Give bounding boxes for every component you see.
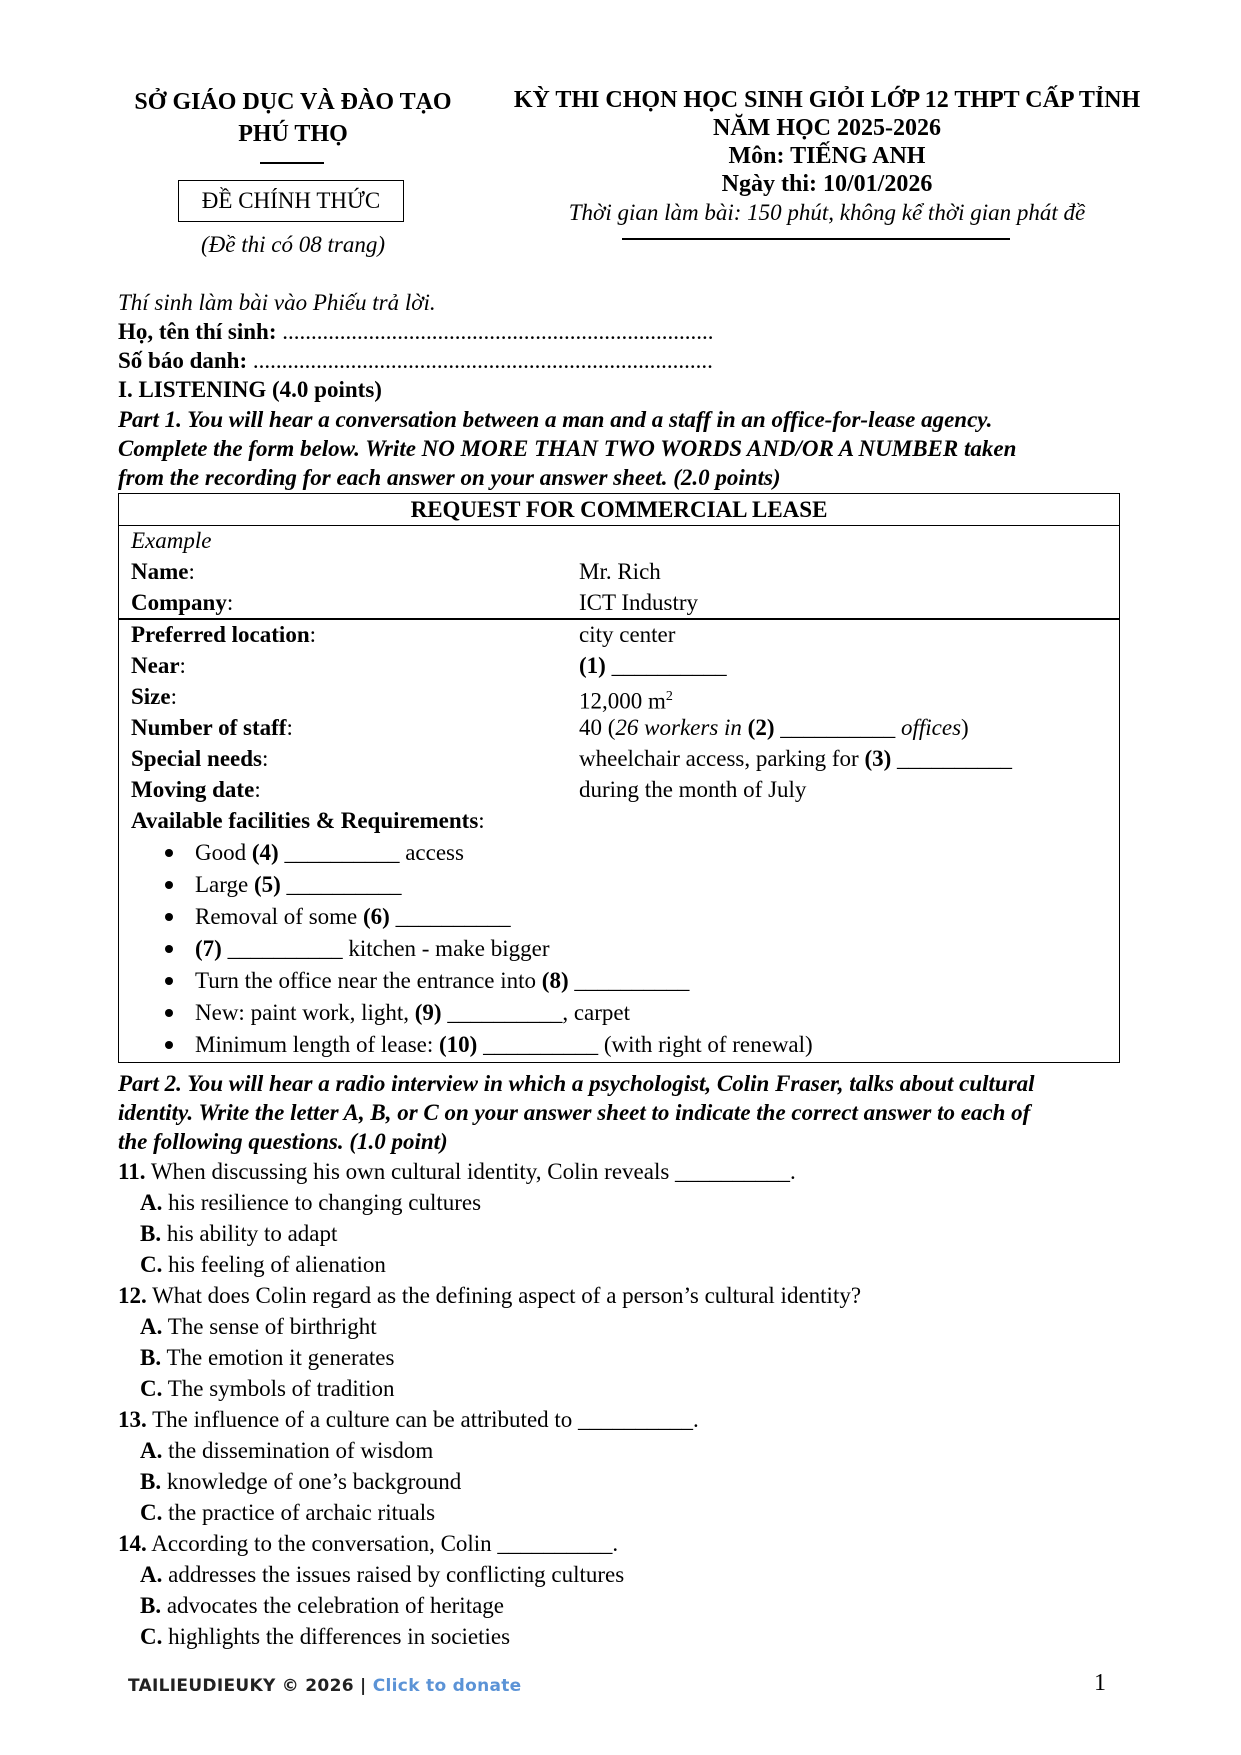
option-13-a bbox=[140, 1435, 433, 1466]
facility-item-6 bbox=[195, 901, 511, 933]
answer-blank-8: __________ bbox=[574, 968, 690, 993]
candidate-instruction: Thí sinh làm bài vào Phiếu trả lời. bbox=[118, 290, 436, 315]
header-divider-right bbox=[622, 238, 1010, 240]
form-row-near bbox=[131, 650, 1111, 681]
form-row-facilities bbox=[131, 805, 1111, 836]
answer-blank-3: __________ bbox=[897, 746, 1013, 771]
department-line-2: PHÚ THỌ bbox=[238, 121, 348, 147]
size-label: Size bbox=[131, 684, 171, 709]
question-13 bbox=[118, 1404, 699, 1435]
answer-blank-2: __________ bbox=[780, 715, 896, 740]
item-text: Minimum length of lease: bbox=[195, 1032, 434, 1057]
option-text: his ability to adapt bbox=[166, 1221, 338, 1246]
option-12-c bbox=[140, 1373, 395, 1404]
facility-item-8 bbox=[195, 965, 689, 997]
near-label: Near bbox=[131, 653, 180, 678]
part2-instruction-1: Part 2. You will hear a radio interview in which a psychologist, Colin Fraser, talks about cultural bbox=[118, 1071, 1035, 1096]
option-13-c bbox=[140, 1497, 435, 1528]
item-text: access bbox=[405, 840, 464, 865]
name-label: Name bbox=[131, 559, 189, 584]
option-letter: A. bbox=[140, 1562, 163, 1587]
question-text: According to the conversation, Colin __________. bbox=[151, 1531, 619, 1556]
colon: : bbox=[188, 559, 195, 584]
option-text: knowledge of one’s background bbox=[166, 1469, 462, 1494]
option-letter: B. bbox=[140, 1593, 162, 1618]
option-letter: C. bbox=[140, 1376, 163, 1401]
official-exam-box: ĐỀ CHÍNH THỨC bbox=[178, 180, 404, 222]
bullet-icon bbox=[165, 913, 173, 921]
page-number: 1 bbox=[1094, 1670, 1106, 1696]
option-letter: B. bbox=[140, 1221, 162, 1246]
item-text: Good bbox=[195, 840, 247, 865]
bullet-icon bbox=[165, 849, 173, 857]
option-letter: C. bbox=[140, 1500, 163, 1525]
colon: : bbox=[286, 715, 293, 740]
pages-note: (Đề thi có 08 trang) bbox=[201, 232, 385, 257]
name-value: Mr. Rich bbox=[579, 559, 661, 584]
blank-number-4: (4) bbox=[251, 840, 279, 865]
bullet-icon bbox=[165, 1041, 173, 1049]
option-11-b bbox=[140, 1218, 337, 1249]
special-value: wheelchair access, parking for bbox=[579, 746, 859, 771]
form-row-staff bbox=[131, 712, 1111, 743]
candidate-id-line bbox=[118, 346, 713, 375]
blank-number-8: (8) bbox=[541, 968, 569, 993]
option-11-c bbox=[140, 1249, 386, 1280]
colon: : bbox=[309, 622, 316, 647]
blank-number-2: (2) bbox=[747, 715, 775, 740]
staff-detail: 26 workers in bbox=[615, 715, 742, 740]
facility-item-4 bbox=[195, 837, 464, 869]
form-row-moving bbox=[131, 774, 1111, 805]
staff-offices: offices bbox=[901, 715, 962, 740]
part1-instruction-1: Part 1. You will hear a conversation between a man and a staff in an office-for-lease agency. bbox=[118, 407, 993, 432]
option-text: the practice of archaic rituals bbox=[168, 1500, 436, 1525]
exam-title: KỲ THI CHỌN HỌC SINH GIỎI LỚP 12 THPT CẤP TỈNH bbox=[513, 87, 1141, 113]
option-letter: A. bbox=[140, 1314, 163, 1339]
option-text: advocates the celebration of heritage bbox=[166, 1593, 505, 1618]
blank-number-6: (6) bbox=[363, 904, 390, 929]
bullet-icon bbox=[165, 1009, 173, 1017]
option-11-a bbox=[140, 1187, 481, 1218]
option-13-b bbox=[140, 1466, 461, 1497]
item-text: Removal of some bbox=[195, 904, 358, 929]
candidate-id-label: Số báo danh: bbox=[118, 348, 248, 373]
question-11 bbox=[118, 1156, 796, 1187]
question-12 bbox=[118, 1280, 861, 1311]
question-number: 13. bbox=[118, 1407, 147, 1432]
part2-instruction-2: identity. Write the letter A, B, or C on your answer sheet to indicate the correct answer to each of bbox=[118, 1100, 1031, 1125]
option-12-b bbox=[140, 1342, 394, 1373]
question-number: 12. bbox=[118, 1283, 147, 1308]
footer bbox=[128, 1676, 522, 1696]
bullet-icon bbox=[165, 881, 173, 889]
staff-value: 40 ( bbox=[579, 715, 616, 740]
option-text: his feeling of alienation bbox=[168, 1252, 386, 1277]
subject: Môn: TIẾNG ANH bbox=[728, 143, 926, 169]
item-text: Turn the office near the entrance into bbox=[195, 968, 537, 993]
option-letter: B. bbox=[140, 1345, 162, 1370]
size-superscript: 2 bbox=[665, 689, 673, 704]
option-14-c bbox=[140, 1621, 510, 1652]
facility-item-9 bbox=[195, 997, 630, 1029]
special-label: Special needs bbox=[131, 746, 262, 771]
question-text: The influence of a culture can be attributed to __________. bbox=[152, 1407, 699, 1432]
answer-blank-5: __________ bbox=[286, 872, 402, 897]
exam-header-block bbox=[486, 86, 1168, 228]
staff-close-paren: ) bbox=[961, 715, 969, 740]
option-14-b bbox=[140, 1590, 504, 1621]
facilities-label: Available facilities & Requirements bbox=[131, 808, 479, 833]
colon: : bbox=[226, 590, 234, 615]
option-14-a bbox=[140, 1559, 624, 1590]
option-text: his resilience to changing cultures bbox=[168, 1190, 482, 1215]
department-line-1: SỞ GIÁO DỤC VÀ ĐÀO TẠO bbox=[134, 89, 452, 115]
option-text: The symbols of tradition bbox=[167, 1376, 395, 1401]
item-text: Large bbox=[195, 872, 249, 897]
duration: Thời gian làm bài: 150 phút, không kể thời gian phát đề bbox=[568, 200, 1086, 225]
footer-brand: TAILIEUDIEUKY © 2026 | bbox=[128, 1676, 367, 1696]
option-text: the dissemination of wisdom bbox=[168, 1438, 434, 1463]
example-text: Example bbox=[131, 528, 212, 553]
blank-number-10: (10) bbox=[439, 1032, 478, 1057]
colon: : bbox=[179, 653, 186, 678]
answer-blank-9: __________ bbox=[447, 1000, 563, 1025]
colon: : bbox=[261, 746, 269, 771]
part2-instruction-3: the following questions. (1.0 point) bbox=[118, 1129, 448, 1154]
question-text: What does Colin regard as the defining aspect of a person’s cultural identity? bbox=[152, 1283, 862, 1308]
answer-blank-1: __________ bbox=[611, 653, 727, 678]
colon: : bbox=[170, 684, 177, 709]
colon: : bbox=[478, 808, 485, 833]
option-letter: A. bbox=[140, 1190, 163, 1215]
item-text: (with right of renewal) bbox=[603, 1032, 813, 1057]
option-letter: A. bbox=[140, 1438, 163, 1463]
option-letter: C. bbox=[140, 1252, 163, 1277]
location-value: city center bbox=[579, 622, 676, 647]
company-label: Company bbox=[131, 590, 227, 615]
location-label: Preferred location bbox=[131, 622, 310, 647]
form-row-company bbox=[131, 587, 1111, 618]
option-text: The sense of birthright bbox=[167, 1314, 377, 1339]
question-number: 14. bbox=[118, 1531, 147, 1556]
section-title: I. LISTENING (4.0 points) bbox=[118, 377, 382, 402]
header-divider-left bbox=[260, 162, 324, 164]
colon: : bbox=[254, 777, 261, 802]
option-12-a bbox=[140, 1311, 377, 1342]
blank-number-1: (1) bbox=[579, 653, 606, 678]
item-text: New: paint work, light, bbox=[195, 1000, 409, 1025]
staff-label: Number of staff bbox=[131, 715, 287, 740]
size-value: 12,000 m bbox=[579, 688, 666, 714]
option-text: addresses the issues raised by conflicting cultures bbox=[168, 1562, 625, 1587]
answer-blank-10: __________ bbox=[483, 1032, 599, 1057]
blank-number-3: (3) bbox=[864, 746, 892, 771]
department-block bbox=[118, 86, 468, 150]
candidate-name-line bbox=[118, 317, 713, 346]
bullet-icon bbox=[165, 977, 173, 985]
blank-number-9: (9) bbox=[414, 1000, 442, 1025]
exam-date: Ngày thi: 10/01/2026 bbox=[721, 171, 933, 197]
answer-blank-6: __________ bbox=[395, 904, 511, 929]
example-label bbox=[131, 525, 1111, 556]
option-text: The emotion it generates bbox=[166, 1345, 395, 1370]
answer-blank-7: __________ bbox=[227, 936, 343, 961]
form-title: REQUEST FOR COMMERCIAL LEASE bbox=[119, 494, 1119, 526]
company-value: ICT Industry bbox=[579, 590, 699, 615]
facility-item-7 bbox=[195, 933, 550, 965]
form-row-special bbox=[131, 743, 1111, 774]
moving-value: during the month of July bbox=[579, 777, 807, 802]
answer-blank-4: __________ bbox=[284, 840, 400, 865]
question-number: 11. bbox=[118, 1159, 146, 1184]
moving-label: Moving date bbox=[131, 777, 255, 802]
donate-link[interactable]: Click to donate bbox=[372, 1676, 522, 1696]
form-row-location bbox=[131, 619, 1111, 650]
blank-number-5: (5) bbox=[253, 872, 281, 897]
form-row-name bbox=[131, 556, 1111, 587]
question-text: When discussing his own cultural identity, Colin reveals __________. bbox=[150, 1159, 796, 1184]
form-row-size bbox=[131, 681, 1111, 712]
candidate-name-label: Họ, tên thí sinh: bbox=[118, 319, 277, 344]
blank-number-7: (7) bbox=[195, 936, 222, 961]
part1-instruction-3: from the recording for each answer on your answer sheet. (2.0 points) bbox=[118, 465, 781, 490]
item-text: , carpet bbox=[562, 1000, 631, 1025]
candidate-name-dots: ........................................................................... bbox=[282, 319, 714, 344]
bullet-icon bbox=[165, 945, 173, 953]
part1-instruction-2: Complete the form below. Write NO MORE THAN TWO WORDS AND/OR A NUMBER taken bbox=[118, 436, 1017, 461]
question-14 bbox=[118, 1528, 618, 1559]
option-letter: C. bbox=[140, 1624, 163, 1649]
candidate-id-dots: ................................................................................ bbox=[252, 348, 713, 373]
item-text: kitchen - make bigger bbox=[348, 936, 550, 961]
option-letter: B. bbox=[140, 1469, 162, 1494]
lease-request-form bbox=[118, 493, 1120, 1063]
school-year: NĂM HỌC 2025-2026 bbox=[713, 115, 941, 141]
option-text: highlights the differences in societies bbox=[168, 1624, 511, 1649]
facility-item-5 bbox=[195, 869, 402, 901]
facility-item-10 bbox=[195, 1029, 813, 1061]
